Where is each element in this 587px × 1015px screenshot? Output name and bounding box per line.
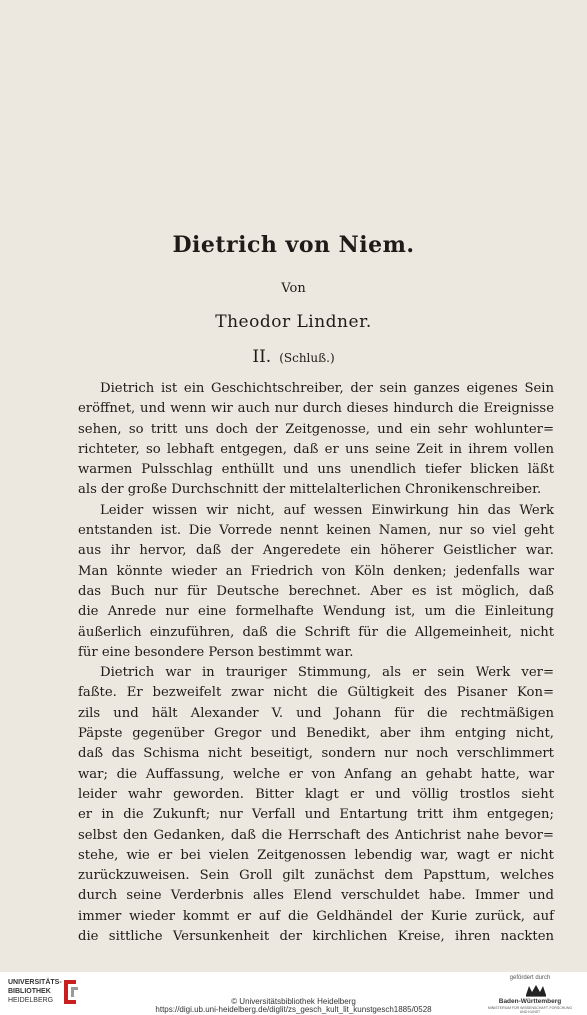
sponsor-ministry: MINISTERIUM FÜR WISSENSCHAFT, FORSCHUNG UND KUNST bbox=[487, 1006, 573, 1014]
text-line: richteter, so lebhaft entgegen, daß er uns seine Zeit in ihrem vollen bbox=[78, 441, 554, 457]
text-line: er in die Zukunft; nur Verfall und Entartung tritt ihm entgegen; bbox=[78, 807, 554, 823]
state-crest-icon bbox=[523, 983, 549, 997]
library-footer bbox=[0, 972, 587, 1015]
permalink-url[interactable]: https://digi.ub.uni-heidelberg.de/diglit/zs_gesch_kult_lit_kunstgesch1885/0528 bbox=[155, 1005, 432, 1014]
text-line: die Anrede nur eine formelhafte Wendung ist, um die Einleitung bbox=[78, 604, 554, 620]
text-line: selbst den Gedanken, daß die Herrschaft des Antichrist nahe bevor= bbox=[78, 827, 554, 843]
text-line: Man könnte wieder an Friedrich von Köln denken; jedenfalls war bbox=[78, 563, 554, 579]
logo-line-1: UNIVERSITÄTS- bbox=[8, 979, 62, 986]
text-line: Dietrich war in trauriger Stimmung, als er sein Werk ver= bbox=[100, 665, 554, 681]
funded-by-label: gefördert durch bbox=[509, 975, 551, 981]
logo-line-3: HEIDELBERG bbox=[8, 997, 54, 1004]
text-line: aus ihr hervor, daß der Angeredete ein höherer Geistlicher war. bbox=[78, 543, 554, 559]
text-line: war; die Auffassung, welche er von Anfang an gehabt hatte, war bbox=[78, 766, 554, 782]
logo-line-2: BIBLIOTHEK bbox=[8, 988, 51, 995]
text-line: für eine besondere Person bestimmt war. bbox=[78, 644, 354, 660]
copyright-notice: © Universitätsbibliothek Heidelberg bbox=[231, 997, 356, 1006]
text-line: die sittliche Versunkenheit der kirchlichen Kreise, ihren nackten bbox=[78, 929, 554, 945]
text-line: zurückzuweisen. Sein Groll gilt zunächst dem Papsttum, welches bbox=[78, 868, 554, 884]
text-line: Dietrich ist ein Geschichtschreiber, der sein ganzes eigenes Sein bbox=[100, 381, 554, 396]
text-line: sehen, so tritt uns doch der Zeitgenosse, und ein sehr wohlunter= bbox=[78, 421, 554, 437]
text-line: immer wieder kommt er auf die Geldhändel der Kurie zurück, auf bbox=[78, 908, 554, 924]
text-line: äußerlich einzuführen, daß die Schrift für die Allgemeinheit, nicht bbox=[78, 624, 554, 640]
text-line: daß das Schisma nicht beseitigt, sondern nur noch verschlimmert bbox=[78, 746, 554, 762]
section-number: II. bbox=[252, 347, 272, 367]
text-line: durch seine Verderbnis alles Elend verschuldet habe. Immer und bbox=[78, 888, 554, 904]
text-line: Päpste gegenüber Gregor und Benedikt, aber ihm entging nicht, bbox=[78, 726, 554, 742]
text-line: Leider wissen wir nicht, auf wessen Einwirkung hin das Werk bbox=[100, 502, 554, 518]
body-text bbox=[78, 379, 554, 947]
text-line: warmen Pulsschlag enthüllt und uns unendlich tiefer blicken läßt bbox=[78, 462, 554, 478]
text-line: zils und hält Alexander V. und Johann für die rechtmäßigen bbox=[78, 705, 554, 721]
section-note: (Schluß.) bbox=[279, 351, 335, 365]
text-line: als der große Durchschnitt der mittelalterlichen Chronikenschreiber. bbox=[78, 482, 542, 498]
text-line: leider wahr geworden. Bitter klagt er und völlig trostlos sieht bbox=[78, 786, 554, 802]
text-line: faßte. Er bezweifelt zwar nicht die Gültigkeit des Pisaner Kon= bbox=[78, 685, 554, 701]
section-heading bbox=[0, 347, 587, 367]
text-line: das Buch nur für Deutsche berechnet. Aber es ist möglich, daß bbox=[78, 583, 554, 599]
author-name: Theodor Lindner. bbox=[215, 312, 372, 332]
text-line: entstanden ist. Die Vorrede nennt keinen Namen, nur so viel geht bbox=[78, 523, 554, 539]
byline: Von bbox=[281, 281, 306, 296]
text-line: stehe, wie er bei vielen Zeitgenossen lebendig war, wagt er nicht bbox=[78, 847, 554, 863]
article-title: Dietrich von Niem. bbox=[172, 232, 415, 258]
sponsor-name[interactable]: Baden-Württemberg bbox=[498, 998, 562, 1005]
text-line: eröffnet, und wenn wir auch nur durch dieses hindurch die Ereignisse bbox=[78, 401, 554, 417]
